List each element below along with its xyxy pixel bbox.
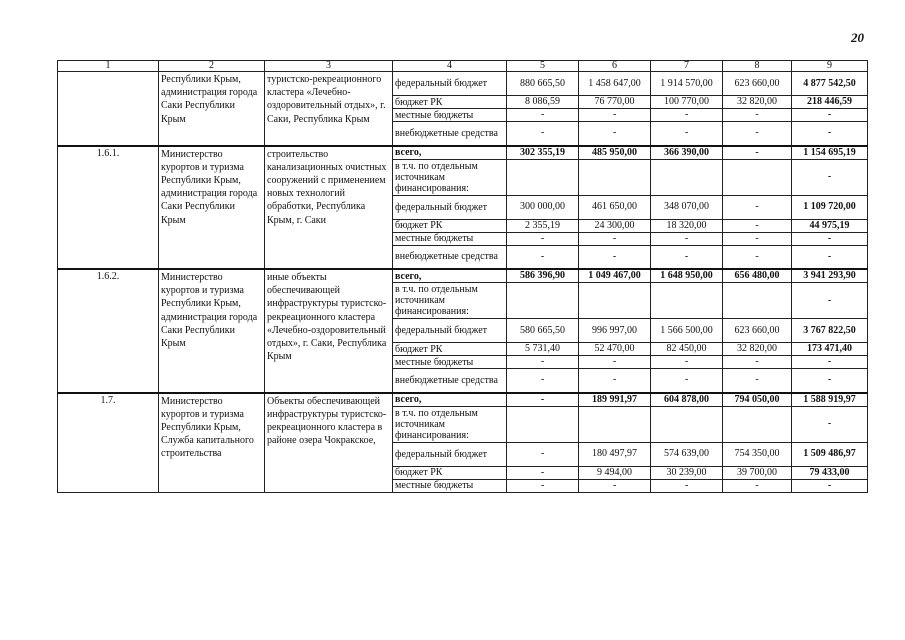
amount-cell: - [792,283,868,319]
funding-source: в т.ч. по отдельным источникам финансирования: [393,283,507,319]
amount-cell: - [723,146,792,160]
funding-source: местные бюджеты [393,356,507,369]
amount-cell: - [651,122,723,146]
amount-cell: 76 770,00 [579,96,651,109]
amount-cell: 1 566 500,00 [651,319,723,343]
amount-cell: - [507,393,579,407]
amount-cell: 100 770,00 [651,96,723,109]
amount-cell: 1 458 647,00 [579,72,651,96]
amount-cell: 30 239,00 [651,466,723,479]
object-name: туристско-рекреационного кластера «Лечебно-оздоровительный отдых», г. Саки, Республика Крым [265,72,393,146]
amount-cell: - [723,109,792,122]
amount-cell [579,406,651,442]
page-number: 20 [851,30,864,45]
amount-cell: 302 355,19 [507,146,579,160]
amount-cell: - [723,122,792,146]
responsible-org: Министерство курортов и туризма Республики Крым, администрация города Саки Республики Крым [159,146,265,270]
amount-cell [651,406,723,442]
column-header: 8 [723,61,792,72]
column-header: 1 [58,61,159,72]
column-header: 4 [393,61,507,72]
amount-cell: - [579,356,651,369]
amount-cell: - [723,245,792,269]
amount-cell: - [723,232,792,245]
funding-source: бюджет РК [393,96,507,109]
amount-cell: - [579,245,651,269]
amount-cell: 574 639,00 [651,442,723,466]
funding-source: всего, [393,146,507,160]
funding-source: всего, [393,393,507,407]
funding-source: местные бюджеты [393,479,507,492]
amount-cell [507,159,579,195]
responsible-org: Министерство курортов и туризма Республики Крым, Служба капитального строительства [159,393,265,493]
amount-cell: - [792,369,868,393]
amount-cell: 32 820,00 [723,96,792,109]
amount-cell: - [723,356,792,369]
amount-cell: - [579,109,651,122]
amount-cell: 300 000,00 [507,195,579,219]
column-header: 5 [507,61,579,72]
amount-cell: - [651,109,723,122]
object-name: иные объекты обеспечивающей инфраструктуры туристско-рекреационного кластера «Лечебно-оздоровительный отдых», г. Саки, Республика Крым [265,269,393,393]
amount-cell: 218 446,59 [792,96,868,109]
amount-cell [723,406,792,442]
amount-cell: - [792,122,868,146]
amount-cell: - [579,122,651,146]
amount-cell [507,406,579,442]
amount-cell: 580 665,50 [507,319,579,343]
amount-cell: - [507,109,579,122]
amount-cell: - [507,369,579,393]
amount-cell: - [651,356,723,369]
funding-source: внебюджетные средства [393,122,507,146]
amount-cell: 3 767 822,50 [792,319,868,343]
amount-cell: 18 320,00 [651,219,723,232]
amount-cell: - [507,479,579,492]
amount-cell: 32 820,00 [723,343,792,356]
amount-cell: 604 878,00 [651,393,723,407]
table-row [58,72,868,96]
amount-cell: 1 109 720,00 [792,195,868,219]
funding-source: внебюджетные средства [393,245,507,269]
amount-cell: 44 975,19 [792,219,868,232]
amount-cell: 461 650,00 [579,195,651,219]
amount-cell: 1 049 467,00 [579,269,651,283]
amount-cell: 24 300,00 [579,219,651,232]
funding-source: в т.ч. по отдельным источникам финансирования: [393,406,507,442]
column-header: 9 [792,61,868,72]
funding-source: всего, [393,269,507,283]
object-name: строительство канализационных очистных сооружений с применением новых технологий обработки, Республика Крым, г. Саки [265,146,393,270]
amount-cell: 2 355,19 [507,219,579,232]
amount-cell: - [651,232,723,245]
funding-source: местные бюджеты [393,232,507,245]
amount-cell: 794 050,00 [723,393,792,407]
amount-cell [507,283,579,319]
amount-cell: 1 648 950,00 [651,269,723,283]
object-name: Объекты обеспечивающей инфраструктуры туристско-рекреационного кластера в районе озера Чокракское, [265,393,393,493]
amount-cell: 586 396,90 [507,269,579,283]
amount-cell: - [579,479,651,492]
column-header: 6 [579,61,651,72]
amount-cell [651,159,723,195]
amount-cell: - [507,442,579,466]
table-row [58,269,868,283]
amount-cell: 485 950,00 [579,146,651,160]
amount-cell: - [579,232,651,245]
amount-cell: 656 480,00 [723,269,792,283]
funding-source: местные бюджеты [393,109,507,122]
amount-cell: - [792,356,868,369]
amount-cell: - [792,109,868,122]
amount-cell: 1 588 919,97 [792,393,868,407]
amount-cell: - [507,466,579,479]
amount-cell [579,159,651,195]
funding-source: в т.ч. по отдельным источникам финансирования: [393,159,507,195]
responsible-org: Министерство курортов и туризма Республики Крым, администрация города Саки Республики Крым [159,269,265,393]
amount-cell: - [651,245,723,269]
header-row [58,61,868,72]
amount-cell [723,159,792,195]
amount-cell: 1 509 486,97 [792,442,868,466]
amount-cell: 82 450,00 [651,343,723,356]
amount-cell: 1 914 570,00 [651,72,723,96]
row-index: 1.6.2. [58,269,159,393]
amount-cell [723,283,792,319]
amount-cell: 366 390,00 [651,146,723,160]
amount-cell: 8 086,59 [507,96,579,109]
amount-cell [651,283,723,319]
amount-cell: 9 494,00 [579,466,651,479]
funding-source: федеральный бюджет [393,72,507,96]
budget-table [57,60,868,493]
amount-cell: 880 665,50 [507,72,579,96]
amount-cell: 3 941 293,90 [792,269,868,283]
amount-cell: - [507,356,579,369]
row-index [58,72,159,146]
column-header: 2 [159,61,265,72]
amount-cell: 39 700,00 [723,466,792,479]
amount-cell: 180 497,97 [579,442,651,466]
amount-cell: - [507,232,579,245]
amount-cell: - [723,479,792,492]
amount-cell: 754 350,00 [723,442,792,466]
amount-cell: 4 877 542,50 [792,72,868,96]
amount-cell: 348 070,00 [651,195,723,219]
responsible-org: Республики Крым, администрация города Саки Республики Крым [159,72,265,146]
funding-source: федеральный бюджет [393,195,507,219]
column-header: 7 [651,61,723,72]
amount-cell: 623 660,00 [723,319,792,343]
amount-cell: - [651,479,723,492]
funding-source: федеральный бюджет [393,319,507,343]
amount-cell: - [723,369,792,393]
amount-cell: 623 660,00 [723,72,792,96]
amount-cell: - [507,245,579,269]
row-index: 1.7. [58,393,159,493]
amount-cell: - [792,245,868,269]
amount-cell: 79 433,00 [792,466,868,479]
amount-cell: - [792,479,868,492]
amount-cell: 52 470,00 [579,343,651,356]
amount-cell: - [651,369,723,393]
column-header: 3 [265,61,393,72]
amount-cell: - [579,369,651,393]
amount-cell: 5 731,40 [507,343,579,356]
table-row [58,393,868,407]
funding-source: внебюджетные средства [393,369,507,393]
table-row [58,146,868,160]
row-index: 1.6.1. [58,146,159,270]
amount-cell: 1 154 695,19 [792,146,868,160]
amount-cell: - [723,219,792,232]
amount-cell: 996 997,00 [579,319,651,343]
funding-source: бюджет РК [393,219,507,232]
amount-cell: - [792,232,868,245]
funding-source: бюджет РК [393,343,507,356]
amount-cell: 173 471,40 [792,343,868,356]
funding-source: бюджет РК [393,466,507,479]
funding-source: федеральный бюджет [393,442,507,466]
amount-cell [579,283,651,319]
amount-cell: - [723,195,792,219]
amount-cell: 189 991,97 [579,393,651,407]
amount-cell: - [792,159,868,195]
amount-cell: - [792,406,868,442]
amount-cell: - [507,122,579,146]
